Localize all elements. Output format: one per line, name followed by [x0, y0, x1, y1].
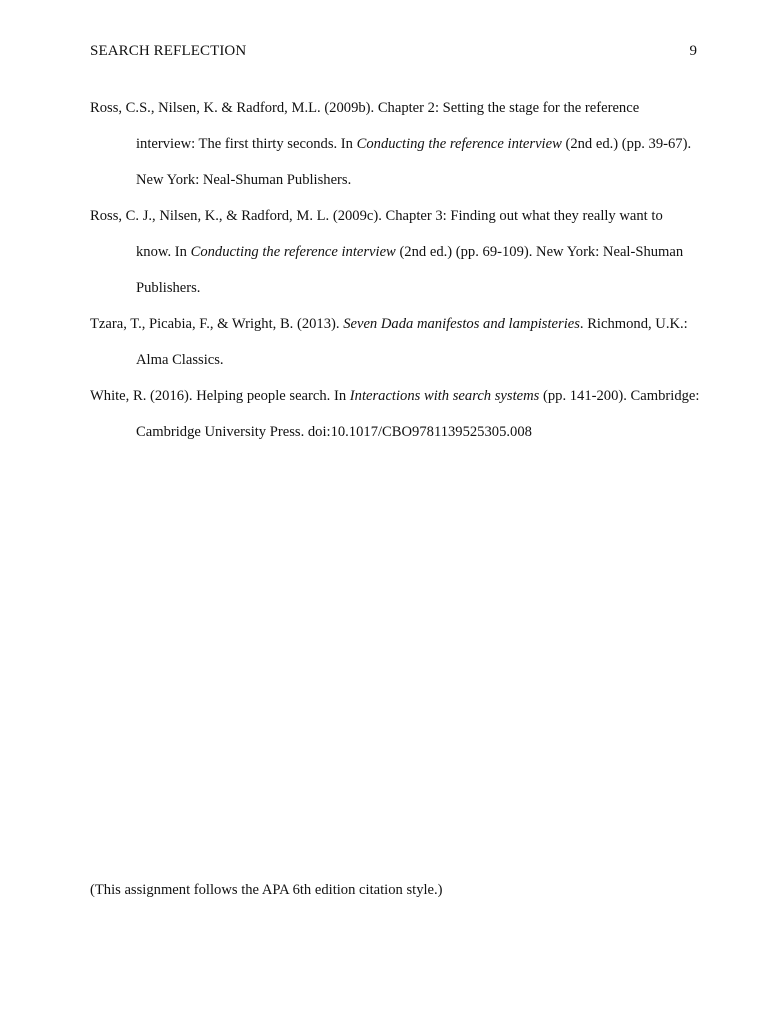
citation-style-note: (This assignment follows the APA 6th edition citation style.) — [90, 882, 443, 898]
reference-book-title: Seven Dada manifestos and lampisteries — [343, 316, 580, 332]
reference-text: White, R. (2016). Helping people search. In — [90, 388, 350, 404]
reference-book-title: Interactions with search systems — [349, 388, 540, 404]
reference-entry-white-2016 — [90, 378, 700, 450]
reference-text: . Richmond, U.K.: Alma Classics. — [136, 316, 688, 368]
reference-text: Tzara, T., Picabia, F., & Wright, B. (2013). — [90, 316, 344, 332]
page-number: 9 — [689, 43, 697, 59]
reference-entry-ross-2009b — [90, 90, 700, 198]
reference-entry-ross-2009c — [90, 198, 700, 306]
reference-text: (pp. 141-200). Cambridge: Cambridge University Press. doi:10.1017/CBO9781139525305.008 — [136, 388, 700, 440]
reference-text: Ross, C.S., Nilsen, K. & Radford, M.L. (2009b). Chapter 2: Setting the stage for the reference interview: The first thirty seconds. In — [90, 100, 640, 152]
reference-text: (2nd ed.) (pp. 39-67). New York: Neal-Shuman Publishers. — [136, 136, 692, 188]
reference-text: (2nd ed.) (pp. 69-109). New York: Neal-Shuman Publishers. — [136, 244, 684, 296]
reference-text: Ross, C. J., Nilsen, K., & Radford, M. L. (2009c). Chapter 3: Finding out what they really want to know. In — [90, 208, 663, 260]
reference-entry-tzara-2013 — [90, 306, 700, 378]
reference-book-title: Conducting the reference interview — [190, 244, 396, 260]
reference-list — [90, 90, 700, 450]
running-head: SEARCH REFLECTION — [90, 43, 247, 59]
reference-book-title: Conducting the reference interview — [356, 136, 562, 152]
